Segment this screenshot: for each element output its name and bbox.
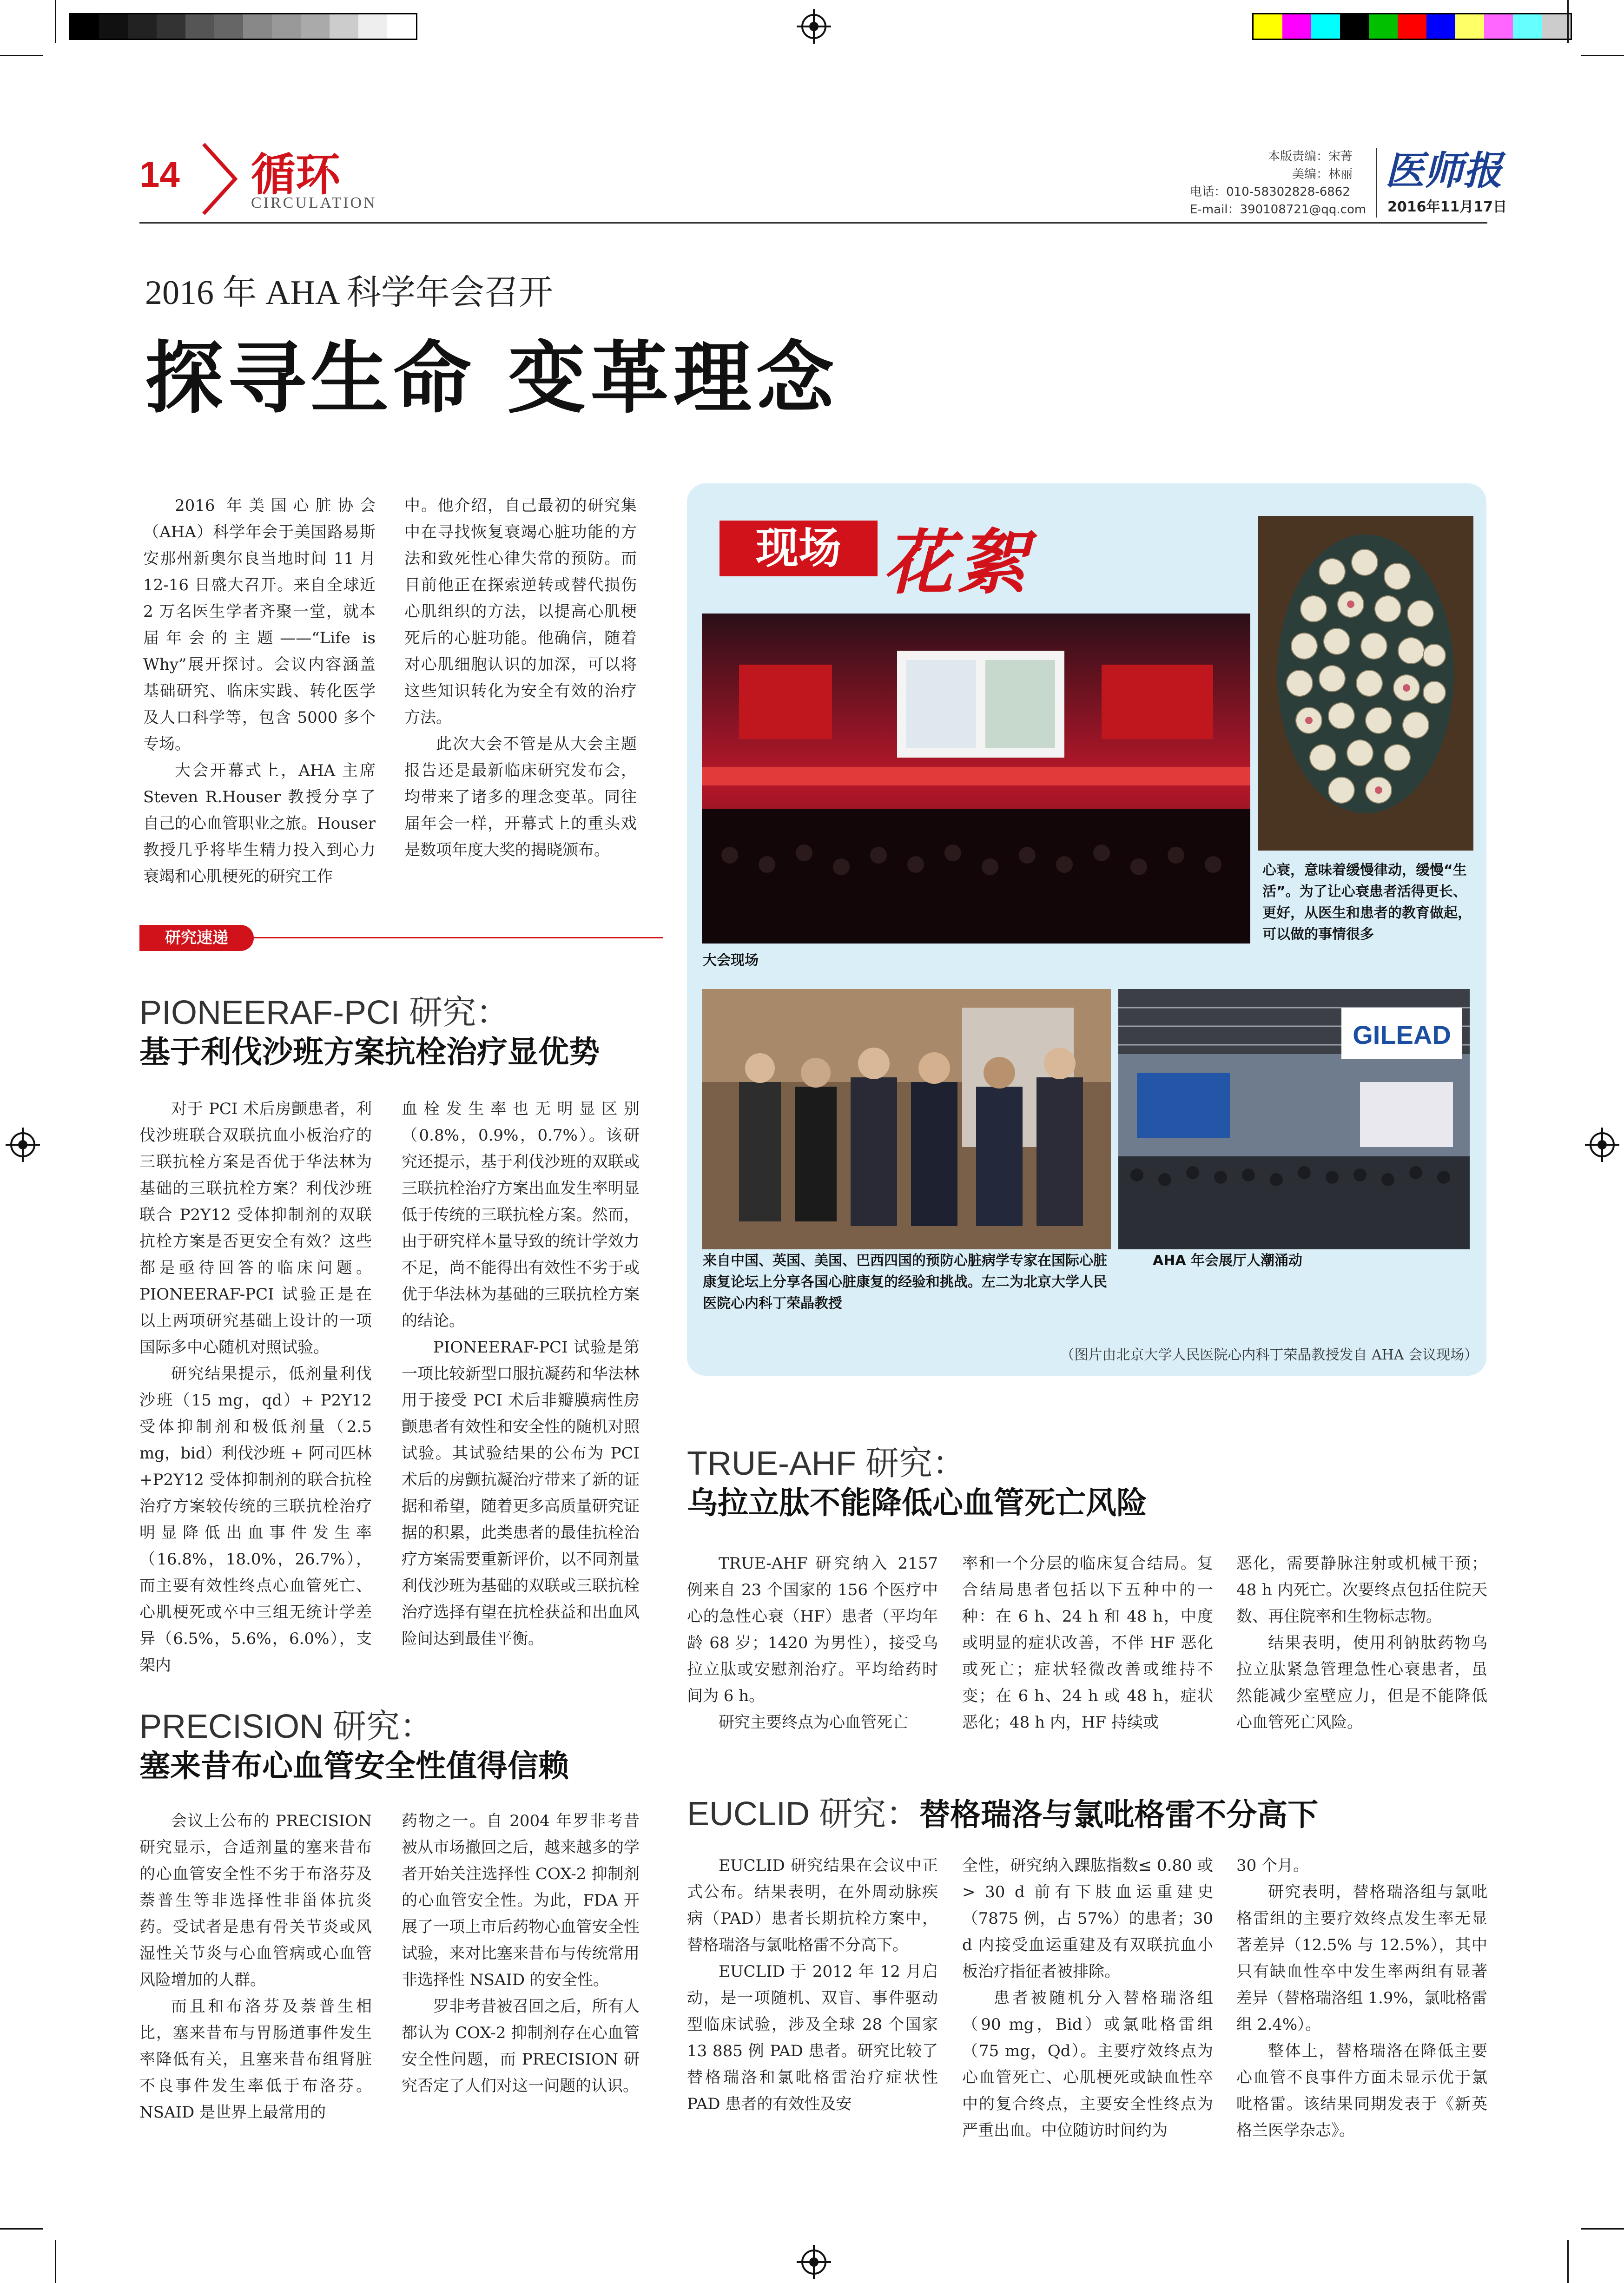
article-headline: 探寻生命 变革理念: [145, 333, 839, 424]
photo-clock-sculpture: [1258, 516, 1473, 851]
pioneer-column-1: [139, 1096, 372, 1679]
paragraph: 此次大会不管是从大会主题报告还是最新临床研究发布会，均带来了诸多的理念变革。同往届年会一样，开幕式上的重头戏是数项年度大奖的揭晓颁布。: [404, 735, 637, 859]
photo-conference-hall: [702, 614, 1250, 944]
trueahf-column-3: [1236, 1551, 1487, 1736]
photo-caption-experts: 来自中国、英国、美国、巴西四国的预防心脏病学专家在国际心脏康复论坛上分享各国心脏康复的经验和挑战。左二为北京大学人民医院心内科丁荣晶教授: [703, 1253, 1107, 1312]
trueahf-column-2: [962, 1551, 1213, 1736]
article-column-2: [404, 493, 637, 864]
paragraph: 中。他介绍，自己最初的研究集中在寻找恢复衰竭心脏功能的方法和致死性心律失常的预防。而目前他正在探索逆转或替代损伤心肌组织的方法，以提高心肌梗死后的心脏功能。他确信，随着对心肌细胞认识的加深，可以将这些知识转化为安全有效的治疗方法。: [404, 496, 637, 727]
registration-mark-bottom: [801, 2250, 826, 2275]
paragraph: 患者被随机分入替格瑞洛组（90 mg，Bid）或氯吡格雷组（75 mg，Qd）。主要疗效终点为心血管死亡、心肌梗死或缺血性卒中的复合终点，主要安全性终点为严重出血。中位随访时间约为: [962, 1989, 1213, 2140]
precision-title-zh: 塞来昔布心血管安全性值得信赖: [139, 1748, 569, 1784]
email: E-mail：390108721@qq.com: [1190, 203, 1367, 217]
paragraph: 全性，研究纳入踝肱指数≤ 0.80 或 > 30 d 前有下肢血运重建史（7875 例，占 57%）的患者；30 d 内接受血运重建及有双联抗血小板治疗指征者被排除。: [962, 1856, 1213, 1981]
paragraph: 整体上，替格瑞洛在降低主要心血管不良事件方面未显示优于氯吡格雷。该结果同期发表于《新英格兰医学杂志》。: [1236, 2042, 1487, 2140]
chevron-icon: [199, 139, 241, 218]
trueahf-column-1: [687, 1551, 938, 1736]
trim-mark: [1581, 55, 1624, 56]
registration-mark-right: [1590, 1132, 1615, 1157]
paragraph: 大会开幕式上，AHA 主席 Steven R.Houser 教授分享了自己的心血管职业之旅。Houser 教授几乎将毕生精力投入到心力衰竭和心肌梗死的研究工作: [143, 761, 376, 886]
photo-caption-exhibition: AHA 年会展厅人潮涌动: [1153, 1253, 1302, 1269]
art-editor: 美编：林丽: [1292, 167, 1353, 181]
issue-date: 2016年11月17日: [1387, 199, 1507, 215]
euclid-column-2: [962, 1853, 1213, 2144]
paragraph: 研究表明，替格瑞洛组与氯吡格雷组的主要疗效终点发生率无显著差异（12.5% 与 12.5%），其中只有缺血性卒中发生率两组有显著差异（替格瑞洛组 1.9%，氯吡格雷组 2.4%）。: [1236, 1883, 1487, 2034]
trim-mark: [1581, 2228, 1624, 2230]
masthead-logo: 医师报: [1385, 147, 1503, 193]
paragraph: 血栓发生率也无明显区别（0.8%，0.9%，0.7%）。该研究还提示，基于利伐沙班的双联或三联抗栓治疗方案出血发生率明显低于传统的三联抗栓方案。然而，由于研究样本量导致的统计学效力不足，尚不能得出有效性不劣于或优于华法林为基础的三联抗栓方案的结论。: [402, 1100, 640, 1330]
trim-mark: [55, 2240, 56, 2283]
header-rule: [139, 222, 1487, 224]
euclid-title-en: EUCLID 研究：: [687, 1795, 920, 1833]
paragraph: EUCLID 研究结果在会议中正式公布。结果表明，在外周动脉疾病（PAD）患者长期抗栓方案中，替格瑞洛与氯吡格雷不分高下。: [687, 1856, 938, 1954]
photo-credit: （图片由北京大学人民医院心内科丁荣晶教授发自 AHA 会议现场）: [1060, 1347, 1478, 1363]
paragraph: 罗非考昔被召回之后，所有人都认为 COX-2 抑制剂存在心血管安全性问题，而 PRECISION 研究否定了人们对这一问题的认识。: [402, 1997, 640, 2095]
article-column-1: [143, 493, 376, 890]
trim-mark: [0, 2228, 43, 2230]
paragraph: 药物之一。自 2004 年罗非考昔被从市场撤回之后，越来越多的学者开始关注选择性 COX-2 抑制剂的心血管安全性。为此，FDA 开展了一项上市后药物心血管安全性试验，来对比塞来昔布与传统常用非选择性 NSAID 的安全性。: [402, 1812, 640, 1989]
grayscale-bar: [69, 13, 417, 40]
paragraph: 恶化，需要静脉注射或机械干预；48 h 内死亡。次要终点包括住院天数、再住院率和生物标志物。: [1236, 1554, 1487, 1626]
pioneer-title-zh: 基于利伐沙班方案抗栓治疗显优势: [139, 1034, 600, 1070]
paragraph: EUCLID 于 2012 年 12 月启动，是一项随机、双盲、事件驱动型临床试验，涉及全球 28 个国家 13 885 例 PAD 患者。研究比较了替格瑞洛和氯吡格雷治疗症状性 PAD 患者的有效性及安: [687, 1962, 938, 2113]
paragraph: 率和一个分层的临床复合结局。复合结局患者包括以下五种中的一种：在 6 h、24 h 和 48 h，中度或明显的症状改善，不伴 HF 恶化或死亡；症状轻微改善或维持不变；在 6 h、24 h 或 48 h，症状恶化；48 h 内，HF 持续或: [962, 1554, 1213, 1732]
trim-mark: [55, 0, 56, 43]
paragraph: 研究结果提示，低剂量利伐沙班（15 mg，qd）+ P2Y12 受体抑制剂和极低剂量（2.5 mg，bid）利伐沙班 + 阿司匹林 +P2Y12 受体抑制剂的联合抗栓治疗方案较传统的三联抗栓治疗明显降低出血事件发生率（16.8%，18.0%，26.7%），而主要有效性终点心血管死亡、心肌梗死或卒中三组无统计学差异（6.5%，5.6%，6.0%），支架内: [139, 1365, 372, 1675]
paragraph: TRUE-AHF 研究纳入 2157 例来自 23 个国家的 156 个医疗中心的急性心衰（HF）患者（平均年龄 68 岁；1420 为男性），接受乌拉立肽或安慰剂治疗。平均给药时间为 6 h。: [687, 1554, 938, 1705]
trim-mark: [0, 55, 43, 56]
tag-rule: [254, 937, 663, 938]
section-title: 循环: [251, 148, 340, 201]
gilead-logo: GILEAD: [1353, 1020, 1451, 1049]
trim-mark: [1567, 0, 1569, 43]
header-divider: [1376, 148, 1377, 218]
research-tag: 研究速递: [139, 925, 254, 951]
euclid-title: [687, 1787, 1318, 1835]
article-kicker: 2016 年 AHA 科学年会召开: [145, 274, 553, 312]
page-number: 14: [139, 154, 180, 195]
section-title-en: CIRCULATION: [251, 194, 377, 211]
euclid-title-zh: 替格瑞洛与氯吡格雷不分高下: [919, 1797, 1319, 1833]
color-bar: [1252, 13, 1572, 40]
paragraph: 30 个月。: [1236, 1856, 1309, 1875]
precision-title-en: PRECISION 研究：: [139, 1708, 434, 1745]
photo-expert-group: [702, 989, 1111, 1249]
photo-exhibition-hall: [1118, 989, 1470, 1249]
paragraph: PIONEERAF-PCI 试验是第一项比较新型口服抗凝药和华法林用于接受 PCI 术后非瓣膜病性房颤患者有效性和安全性的随机对照试验。其试验结果的公布为 PCI 术后的房颤抗凝治疗带来了新的证据和希望，随着更多高质量研究证据的积累，此类患者的最佳抗栓治疗方案需要重新评价，以不同剂量利伐沙班为基础的双联或三联抗栓治疗选择有望在抗栓获益和出血风险间达到最佳平衡。: [402, 1338, 640, 1648]
registration-mark-top: [801, 14, 826, 39]
pioneer-title-en: PIONEERAF-PCI 研究：: [139, 994, 510, 1031]
trueahf-title-en: TRUE-AHF 研究：: [687, 1445, 966, 1482]
paragraph: 2016 年美国心脏协会（AHA）科学年会于美国路易斯安那州新奥尔良当地时间 11 月 12-16 日盛大召开。来自全球近 2 万名医生学者齐聚一堂，就本届年会的主题——“Life is Why”展开探讨。会议内容涵盖基础研究、临床实践、转化医学及人口科学等，包含 5000 多个专场。: [143, 496, 376, 753]
paragraph: 会议上公布的 PRECISION 研究显示，合适剂量的塞来昔布的心血管安全性不劣于布洛芬及萘普生等非选择性非甾体抗炎药。受试者是患有骨关节炎或风湿性关节炎与心血管病或心血管风险增加的人群。: [139, 1812, 372, 1989]
editor-credits: [1222, 148, 1353, 183]
editor: 本版责编：宋菁: [1268, 150, 1353, 164]
pioneer-column-2: [402, 1096, 640, 1652]
euclid-column-1: [687, 1853, 938, 2118]
photo-caption-conference: 大会现场: [703, 952, 759, 969]
registration-mark-left: [10, 1132, 35, 1157]
precision-column-1: [139, 1808, 372, 2126]
euclid-column-3: [1236, 1853, 1487, 2144]
paragraph: 而且和布洛芬及萘普生相比，塞来昔布与胃肠道事件发生率降低有关，且塞来昔布组肾脏不良事件发生率低于布洛芬。NSAID 是世界上最常用的: [139, 1997, 372, 2122]
photo-panel-title: 现场: [720, 521, 878, 576]
contact-info: [1190, 183, 1366, 218]
photo-panel-title-script: 花絮: [883, 522, 1032, 604]
paragraph: 结果表明，使用利钠肽药物乌拉立肽紧急管理急性心衰患者，虽然能减少室壁应力，但是不能降低心血管死亡风险。: [1236, 1634, 1487, 1732]
trim-mark: [1567, 2240, 1569, 2283]
trueahf-title-zh: 乌拉立肽不能降低心血管死亡风险: [687, 1485, 1147, 1521]
phone: 电话：010-58302828-6862: [1190, 185, 1350, 199]
paragraph: 研究主要终点为心血管死亡: [719, 1713, 908, 1732]
paragraph: 对于 PCI 术后房颤患者，利伐沙班联合双联抗血小板治疗的三联抗栓方案是否优于华法林为基础的三联抗栓方案？利伐沙班联合 P2Y12 受体抑制剂的双联抗栓方案是否更安全有效？这些都是亟待回答的临床问题。PIONEERAF-PCI 试验正是在以上两项研究基础上设计的一项国际多中心随机对照试验。: [139, 1100, 372, 1357]
precision-column-2: [402, 1808, 640, 2099]
photo-caption-sculpture: 心衰，意味着缓慢律动，缓慢“生活”。为了让心衰患者活得更长、更好，从医生和患者的教育做起，可以做的事情很多: [1262, 862, 1472, 943]
